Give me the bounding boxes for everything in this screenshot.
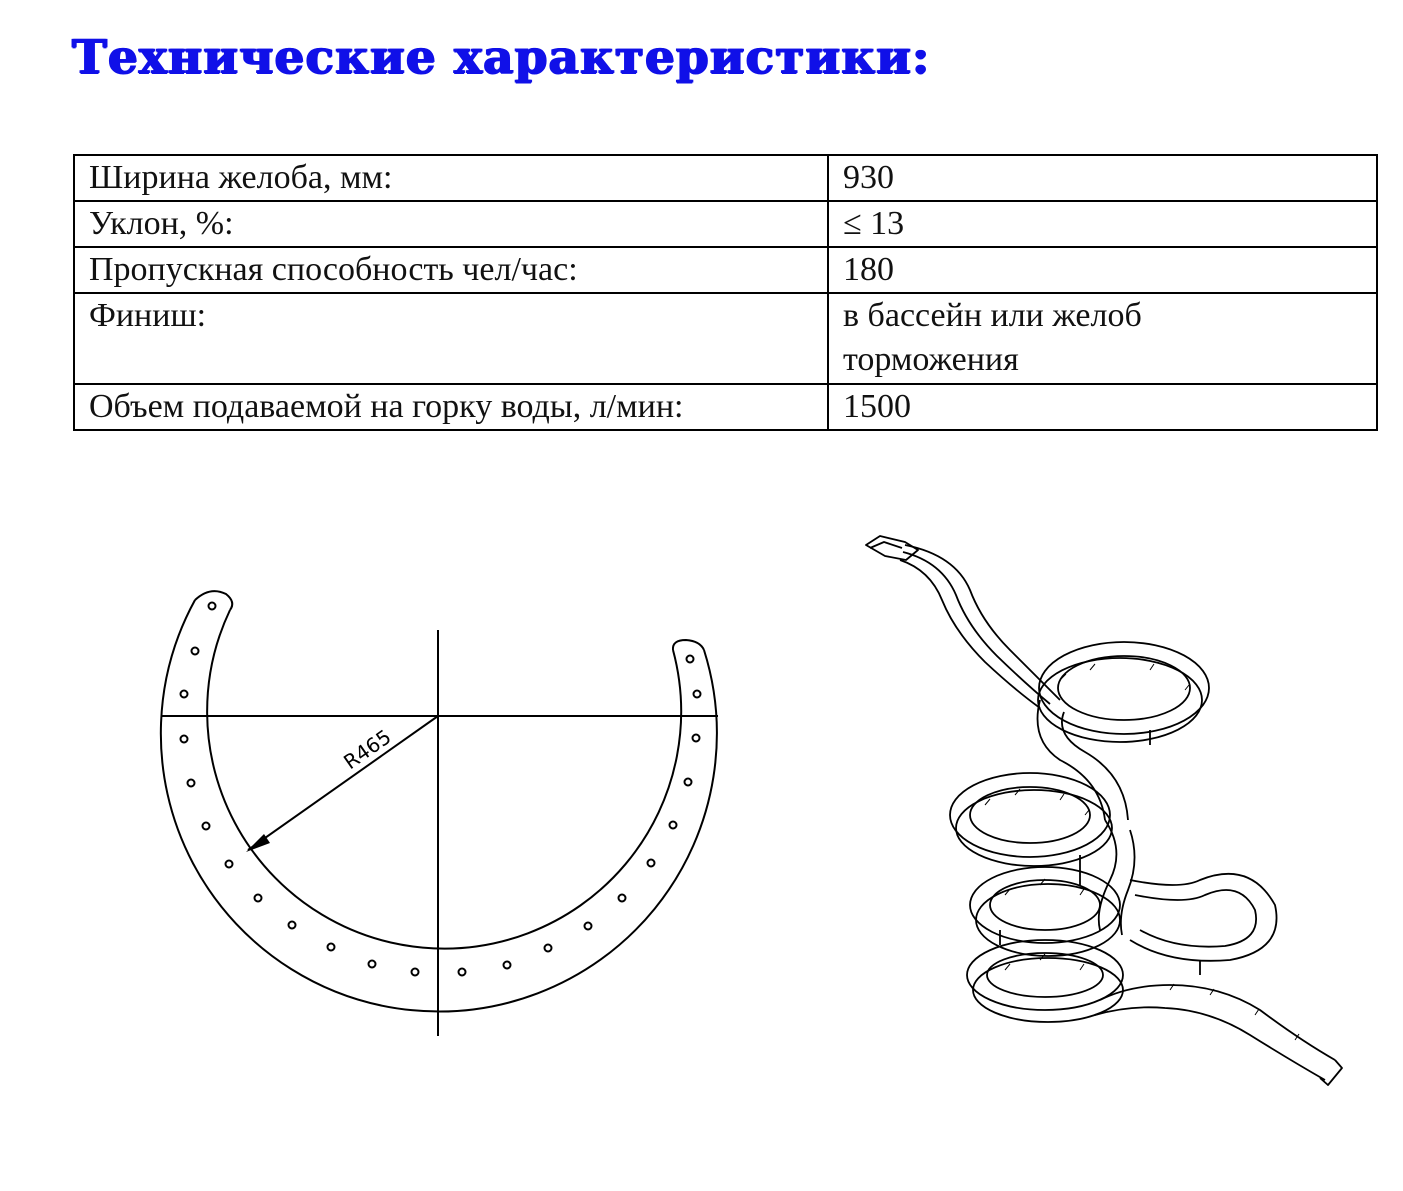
spec-value: 930 bbox=[828, 155, 1377, 201]
spec-value: в бассейн или желоб торможения bbox=[828, 293, 1377, 384]
specs-table bbox=[73, 154, 1378, 431]
right-end-cap bbox=[673, 640, 704, 650]
table-row bbox=[74, 201, 1377, 247]
spec-value: ≤ 13 bbox=[828, 201, 1377, 247]
water-slide-isometric-drawing bbox=[850, 525, 1370, 1095]
inner-arc bbox=[207, 610, 681, 949]
cross-section-drawing bbox=[130, 580, 750, 1060]
spec-label: Уклон, %: bbox=[74, 201, 828, 247]
spec-label: Пропускная способность чел/час: bbox=[74, 247, 828, 293]
spec-label: Ширина желоба, мм: bbox=[74, 155, 828, 201]
radius-dimension-line bbox=[248, 716, 438, 850]
spec-label: Объем подаваемой на горку воды, л/мин: bbox=[74, 384, 828, 430]
spec-label: Финиш: bbox=[74, 293, 828, 384]
radius-label: R465 bbox=[339, 724, 396, 775]
table-row bbox=[74, 293, 1377, 384]
spec-value: 180 bbox=[828, 247, 1377, 293]
table-row bbox=[74, 247, 1377, 293]
table-row bbox=[74, 155, 1377, 201]
mounting-holes bbox=[181, 603, 701, 976]
table-row bbox=[74, 384, 1377, 430]
page-title: Технические характеристики: bbox=[72, 30, 931, 85]
spec-value: 1500 bbox=[828, 384, 1377, 430]
